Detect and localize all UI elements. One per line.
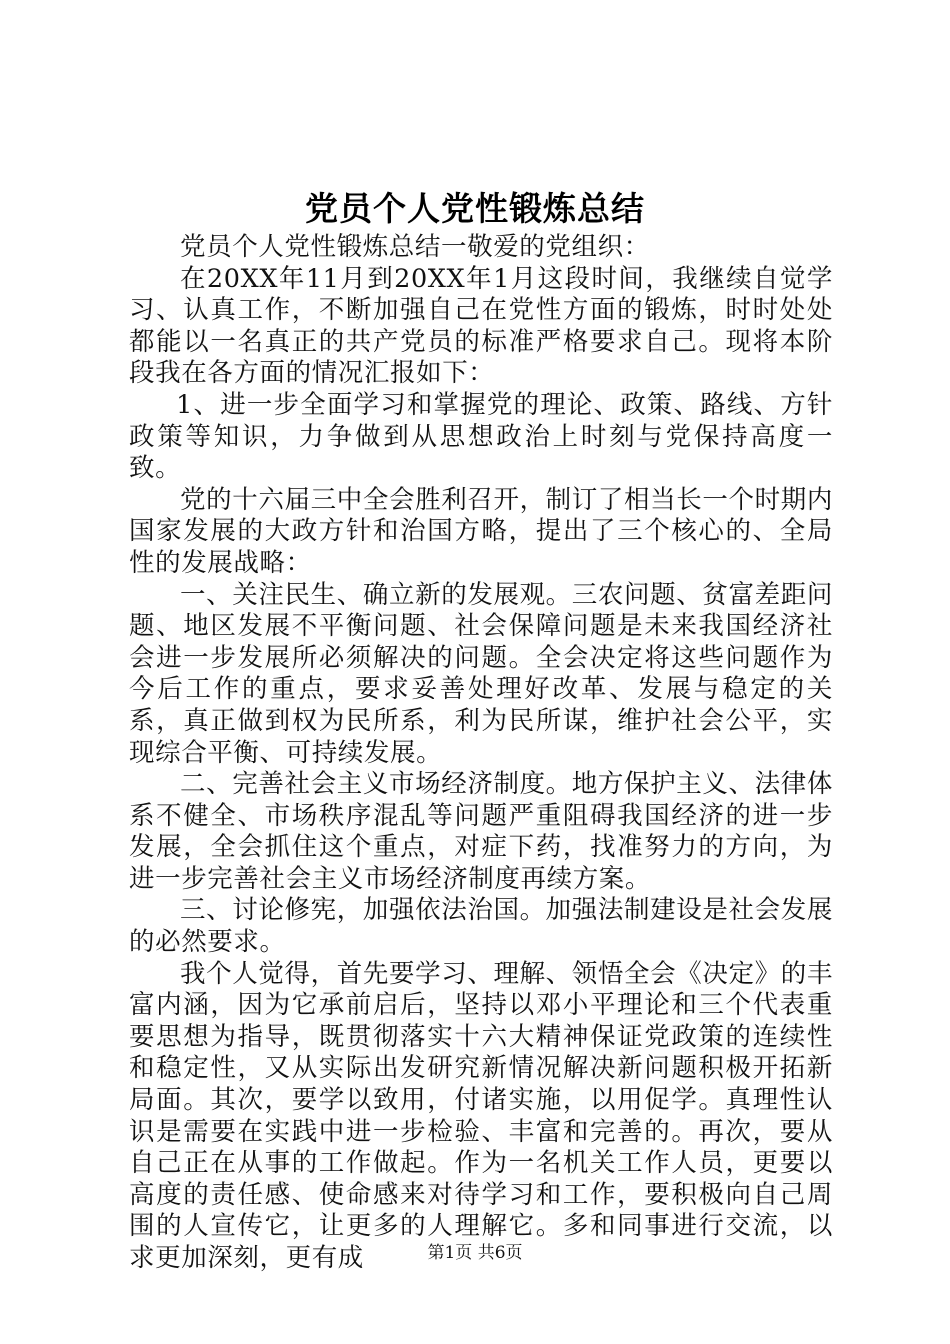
paragraph-salutation: 党员个人党性锻炼总结一敬爱的党组织：	[180, 232, 650, 262]
paragraph-strategy-3: 三、讨论修宪，加强依法治国。加强法制建设是社会发展的必然要求。	[129, 895, 833, 958]
paragraph-strategy-1: 一、关注民生、确立新的发展观。三农问题、贫富差距问题、地区发展不平衡问题、社会保障问题是未来我国经济社会进一步发展所必须解决的问题。全会决定将这些问题作为今后工作的重点，要求妥善处理好改革、发展与稳定的关系，真正做到权为民所系，利为民所谋，维护社会公平，实现综合平衡、可持续发展。	[129, 579, 833, 768]
paragraph-personal-view: 我个人觉得，首先要学习、理解、领悟全会《决定》的丰富内涵，因为它承前启后，坚持以邓小平理论和三个代表重要思想为指导，既贯彻落实十六大精神保证党政策的连续性和稳定性，又从实际出发研究新情况解决新问题积极开拓新局面。其次，要学以致用，付诸实施，以用促学。真理性认识是需要在实践中进一步检验、丰富和完善的。再次，要从自己正在从事的工作做起。作为一名机关工作人员，更要以高度的责任感、使命感来对待学习和工作，要积极向自己周围的人宣传它，让更多的人理解它。多和同事进行交流，以求更加深刻，更有成	[129, 958, 833, 1273]
document-body	[129, 232, 833, 1275]
page-number-footer: 第1页 共6页	[427, 1243, 523, 1263]
paragraph-plenum: 党的十六届三中全会胜利召开，制订了相当长一个时期内国家发展的大政方针和治国方略，提出了三个核心的、全局性的发展战略：	[129, 484, 833, 578]
paragraph-intro: 在20XX年11月到20XX年1月这段时间，我继续自觉学习、认真工作，不断加强自己在党性方面的锻炼，时时处处都能以一名真正的共产党员的标准严格要求自己。现将本阶段我在各方面的情况汇报如下：	[129, 263, 833, 389]
paragraph-point-1: 1、进一步全面学习和掌握党的理论、政策、路线、方针政策等知识，力争做到从思想政治上时刻与党保持高度一致。	[129, 389, 833, 484]
paragraph-strategy-2: 二、完善社会主义市场经济制度。地方保护主义、法律体系不健全、市场秩序混乱等问题严重阻碍我国经济的进一步发展，全会抓住这个重点，对症下药，找准努力的方向，为进一步完善社会主义市场经济制度再续方案。	[129, 769, 833, 894]
document-title: 党员个人党性锻炼总结	[305, 189, 645, 228]
